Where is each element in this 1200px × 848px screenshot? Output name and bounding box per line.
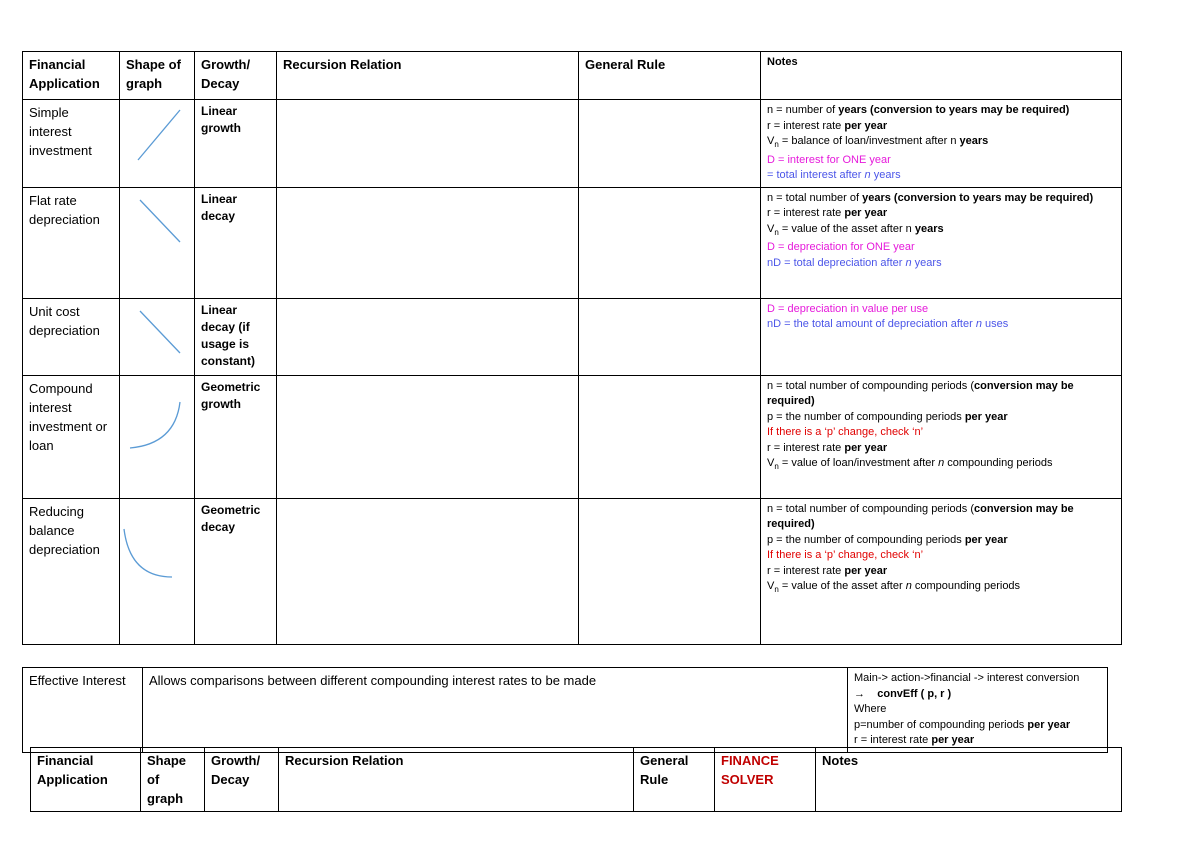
shape-cell: [120, 187, 195, 298]
growth-cell: Linear growth: [195, 100, 277, 188]
rule-cell: [579, 187, 761, 298]
header-recursion: Recursion Relation: [279, 748, 634, 812]
recursion-cell: [277, 375, 579, 498]
header-rule: General Rule: [634, 748, 715, 812]
rule-cell: [579, 100, 761, 188]
header-application: Financial Application: [31, 748, 141, 812]
finance-solver-table: [30, 747, 1122, 812]
header-growth: Growth/ Decay: [205, 748, 279, 812]
table-row: [23, 298, 1122, 375]
header-shape: Shape of graph: [120, 52, 195, 100]
effective-interest-table: [22, 667, 1108, 753]
application-cell: Simple interest investment: [23, 100, 120, 188]
application-cell: Unit cost depreciation: [23, 298, 120, 375]
table-row: [23, 668, 1108, 753]
line-up-icon: [120, 100, 192, 176]
rule-cell: [579, 498, 761, 644]
recursion-cell: [277, 187, 579, 298]
shape-cell: [120, 298, 195, 375]
line-down-icon: [120, 188, 192, 264]
growth-cell: Geometric decay: [195, 498, 277, 644]
curve-up-icon: [120, 376, 192, 466]
growth-cell: Geometric growth: [195, 375, 277, 498]
shape-cell: [120, 498, 195, 644]
growth-cell: Linear decay: [195, 187, 277, 298]
notes-cell: n = total number of compounding periods (conversion may be required) p = the number of compounding periods per year If there is a ‘p’ change, check ‘n’ r = interest rate per year $V_n$ = value of the asset after n compounding periods: [761, 498, 1122, 644]
finance-table: [22, 51, 1122, 645]
notes-cell: n = total number of years (conversion to years may be required) r = interest rate per year $V_n$ = value of the asset after n years D = depreciation for ONE year nD = total depreciation after n years: [761, 187, 1122, 298]
application-cell: Compound interest investment or loan: [23, 375, 120, 498]
recursion-cell: [277, 100, 579, 188]
recursion-cell: [277, 298, 579, 375]
recursion-cell: [277, 498, 579, 644]
table-row: [23, 187, 1122, 298]
notes-cell: n = number of years (conversion to years may be required) r = interest rate per year $V_n$ = balance of loan/investment after n years D = interest for ONE year = total interest after n years: [761, 100, 1122, 188]
header-growth: Growth/ Decay: [195, 52, 277, 100]
application-cell: Reducing balance depreciation: [23, 498, 120, 644]
header-notes: Notes: [816, 748, 1122, 812]
notes-cell: n = total number of compounding periods (conversion may be required) p = the number of compounding periods per year If there is a ‘p’ change, check ‘n’ r = interest rate per year $V_n$ = value of loan/investment after n compounding periods: [761, 375, 1122, 498]
effective-interest-notes: Main-> action->financial -> interest conversion → convEff ( p, r ) Where p=number of compounding periods per year r = interest rate per year: [848, 668, 1108, 753]
line-down-icon: [120, 299, 192, 371]
application-cell: Flat rate depreciation: [23, 187, 120, 298]
header-finance-solver: FINANCE SOLVER: [715, 748, 816, 812]
header-notes: Notes: [761, 52, 1122, 100]
header-recursion: Recursion Relation: [277, 52, 579, 100]
effective-interest-label: Effective Interest: [23, 668, 143, 753]
table-header-row: [23, 52, 1122, 100]
header-shape: Shape of graph: [141, 748, 205, 812]
shape-cell: [120, 100, 195, 188]
growth-cell: Linear decay (if usage is constant): [195, 298, 277, 375]
shape-cell: [120, 375, 195, 498]
arrow-right-icon: →: [854, 687, 865, 700]
header-rule: General Rule: [579, 52, 761, 100]
table-row: [23, 375, 1122, 498]
table-header-row: [31, 748, 1122, 812]
header-application: Financial Application: [23, 52, 120, 100]
rule-cell: [579, 298, 761, 375]
effective-interest-description: Allows comparisons between different compounding interest rates to be made: [143, 668, 848, 753]
curve-down-icon: [120, 499, 192, 599]
rule-cell: [579, 375, 761, 498]
table-row: [23, 498, 1122, 644]
notes-cell: D = depreciation in value per use nD = the total amount of depreciation after n uses: [761, 298, 1122, 375]
table-row: [23, 100, 1122, 188]
